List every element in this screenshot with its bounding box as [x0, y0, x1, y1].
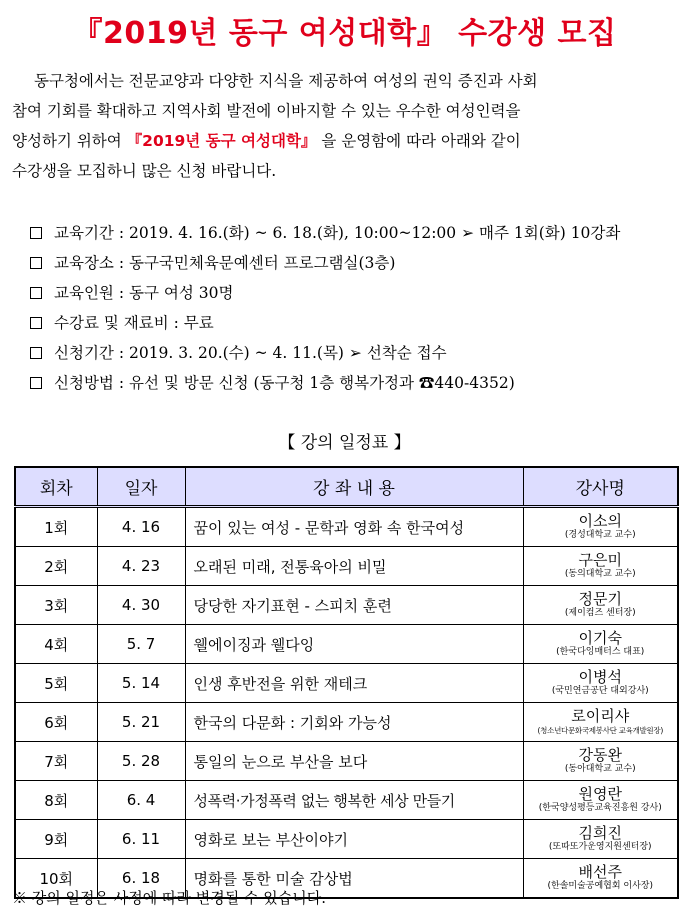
- info-item-text: 신청기간 : 2019. 3. 20.(수) ~ 4. 11.(목) ➢ 선착순 접수: [54, 344, 447, 362]
- instructor-name: 배선주: [578, 863, 622, 881]
- instructor-affiliation: (동의대학교 교수): [564, 569, 636, 579]
- instructor-name: 이기숙: [578, 629, 622, 647]
- session-cell: 8회: [15, 781, 97, 820]
- topic-cell: 꿈이 있는 여성 - 문학과 영화 속 한국여성: [185, 507, 523, 547]
- intro-paragraph: [12, 66, 676, 186]
- schedule-table: [14, 466, 679, 899]
- topic-cell: 명화를 통한 미술 감상법: [185, 859, 523, 899]
- checkbox-icon: [30, 347, 42, 359]
- info-item-text: 교육장소 : 동구국민체육문예센터 프로그램실(3층): [54, 254, 396, 272]
- info-item-period: [30, 218, 680, 248]
- info-item-text: 신청방법 : 유선 및 방문 신청 (동구청 1층 행복가정과 ☎440-4352): [54, 374, 515, 392]
- topic-cell: 한국의 다문화 : 기회와 가능성: [185, 703, 523, 742]
- info-item-apply-method: [30, 368, 680, 398]
- session-cell: 4회: [15, 625, 97, 664]
- topic-cell: 성폭력·가정폭력 없는 행복한 세상 만들기: [185, 781, 523, 820]
- table-row: [15, 664, 678, 703]
- table-row: [15, 547, 678, 586]
- checkbox-icon: [30, 227, 42, 239]
- page-title: 『2019년 동구 여성대학』 수강생 모집: [72, 16, 617, 51]
- date-cell: 6. 4: [97, 781, 185, 820]
- info-item-capacity: [30, 278, 680, 308]
- table-row: [15, 507, 678, 547]
- instructor-name: 강동완: [578, 746, 622, 764]
- info-item-place: [30, 248, 680, 278]
- topic-cell: 통일의 눈으로 부산을 보다: [185, 742, 523, 781]
- session-cell: 5회: [15, 664, 97, 703]
- info-item-apply-period: [30, 338, 680, 368]
- info-item-text: 교육기간 : 2019. 4. 16.(화) ~ 6. 18.(화), 10:00~12:00 ➢ 매주 1회(화) 10강좌: [54, 224, 621, 242]
- instructor-cell: [523, 703, 678, 742]
- instructor-affiliation: (한국다잉매터스 대표): [556, 647, 645, 657]
- header-instructor: 강사명: [523, 467, 678, 507]
- date-cell: 5. 7: [97, 625, 185, 664]
- instructor-name: 김희진: [578, 824, 622, 842]
- instructor-name: 로이리샤: [571, 707, 630, 725]
- header-content: 강 좌 내 용: [185, 467, 523, 507]
- table-row: [15, 586, 678, 625]
- instructor-name: 원영란: [578, 785, 622, 803]
- table-row: [15, 625, 678, 664]
- topic-cell: 당당한 자기표현 - 스피치 훈련: [185, 586, 523, 625]
- topic-cell: 영화로 보는 부산이야기: [185, 820, 523, 859]
- instructor-affiliation: (한솔미술공예협회 이사장): [547, 881, 654, 891]
- instructor-cell: [523, 742, 678, 781]
- instructor-name: 이병석: [578, 668, 622, 686]
- session-cell: 3회: [15, 586, 97, 625]
- checkbox-icon: [30, 317, 42, 329]
- intro-line-4: 수강생을 모집하니 많은 신청 바랍니다.: [12, 162, 277, 180]
- checkbox-icon: [30, 287, 42, 299]
- info-list: [30, 218, 680, 398]
- instructor-name: 구은미: [578, 551, 622, 569]
- info-item-fee: [30, 308, 680, 338]
- instructor-cell: [523, 781, 678, 820]
- date-cell: 6. 18: [97, 859, 185, 899]
- date-cell: 4. 16: [97, 507, 185, 547]
- instructor-affiliation: (한국양성평등교육진흥원 강사): [538, 803, 662, 813]
- intro-line-3-pre: 양성하기 위하여: [12, 132, 127, 150]
- intro-line-2: 참여 기회를 확대하고 지역사회 발전에 이바지할 수 있는 우수한 여성인력을: [12, 102, 521, 120]
- table-header-row: [15, 467, 678, 507]
- topic-cell: 웰에이징과 웰다잉: [185, 625, 523, 664]
- date-cell: 5. 28: [97, 742, 185, 781]
- session-cell: 6회: [15, 703, 97, 742]
- instructor-cell: [523, 625, 678, 664]
- instructor-name: 이소의: [578, 512, 622, 530]
- instructor-cell: [523, 859, 678, 899]
- topic-cell: 오래된 미래, 전통육아의 비밀: [185, 547, 523, 586]
- date-cell: 4. 23: [97, 547, 185, 586]
- date-cell: 6. 11: [97, 820, 185, 859]
- instructor-affiliation: (청소년다문화국제봉사단 교육개발원장): [537, 726, 663, 735]
- checkbox-icon: [30, 257, 42, 269]
- schedule-title: 【 강의 일정표 】: [278, 433, 411, 453]
- intro-line-3: [12, 126, 676, 156]
- instructor-affiliation: (제이컴즈 센터장): [564, 608, 636, 618]
- session-cell: 10회: [15, 859, 97, 899]
- intro-line-1: 동구청에서는 전문교양과 다양한 지식을 제공하여 여성의 권익 증진과 사회: [34, 72, 538, 90]
- intro-line-3-post: 을 운영함에 따라 아래와 같이: [321, 132, 521, 150]
- session-cell: 9회: [15, 820, 97, 859]
- table-row: [15, 742, 678, 781]
- session-cell: 7회: [15, 742, 97, 781]
- table-row: [15, 703, 678, 742]
- table-row: [15, 820, 678, 859]
- instructor-affiliation: (또따또가운영지원센터장): [548, 842, 652, 852]
- header-date: 일자: [97, 467, 185, 507]
- instructor-affiliation: (동아대학교 교수): [564, 764, 636, 774]
- instructor-name: 정문기: [578, 590, 622, 608]
- date-cell: 5. 14: [97, 664, 185, 703]
- topic-cell: 인생 후반전을 위한 재테크: [185, 664, 523, 703]
- footnote: ※ 강의 일정은 사정에 따라 변경될 수 있습니다.: [12, 889, 326, 907]
- header-session: 회차: [15, 467, 97, 507]
- program-name-highlight: 『2019년 동구 여성대학』: [126, 132, 317, 150]
- date-cell: 4. 30: [97, 586, 185, 625]
- instructor-cell: [523, 820, 678, 859]
- info-item-text: 수강료 및 재료비 : 무료: [54, 314, 214, 332]
- session-cell: 1회: [15, 507, 97, 547]
- instructor-cell: [523, 586, 678, 625]
- date-cell: 5. 21: [97, 703, 185, 742]
- checkbox-icon: [30, 377, 42, 389]
- instructor-cell: [523, 664, 678, 703]
- session-cell: 2회: [15, 547, 97, 586]
- instructor-cell: [523, 507, 678, 547]
- instructor-affiliation: (국민연금공단 대외강사): [551, 686, 649, 696]
- info-item-text: 교육인원 : 동구 여성 30명: [54, 284, 234, 302]
- table-row: [15, 781, 678, 820]
- instructor-cell: [523, 547, 678, 586]
- instructor-affiliation: (경성대학교 교수): [564, 530, 636, 540]
